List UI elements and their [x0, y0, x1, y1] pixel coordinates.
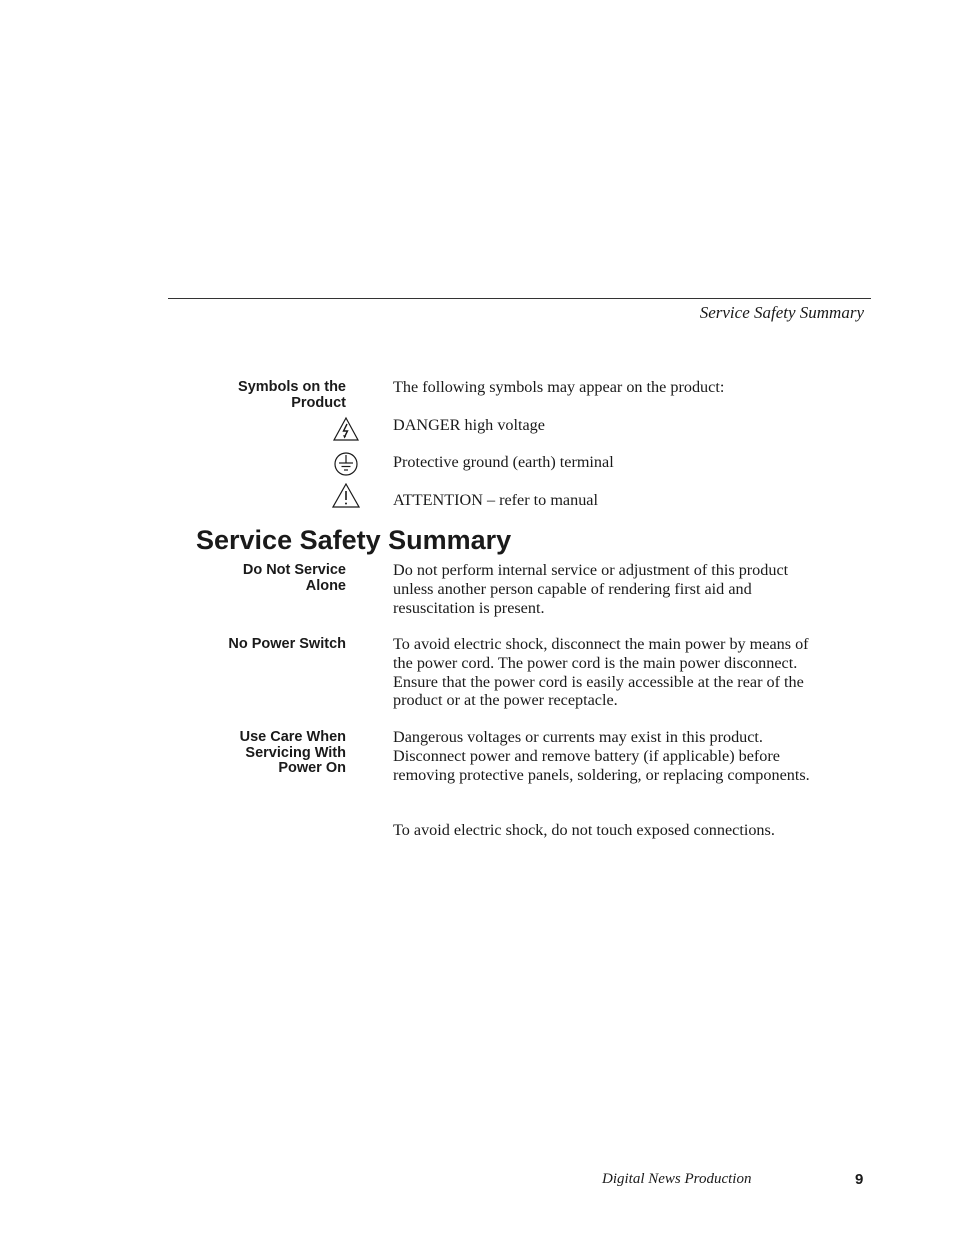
header-rule	[168, 298, 871, 299]
do-not-service-label-line2: Alone	[305, 577, 346, 594]
symbols-label-line1: Symbols on the	[238, 379, 346, 395]
symbols-side-label	[166, 380, 346, 411]
do-not-service-label-line1: Do Not Service	[242, 562, 346, 578]
use-care-label-line2: Servicing With	[245, 744, 346, 761]
symbol-ground-text: Protective ground (earth) terminal	[393, 453, 614, 471]
use-care-label-line1: Use Care When	[239, 729, 346, 745]
page-number: 9	[855, 1171, 864, 1188]
ground-terminal-icon	[332, 451, 360, 477]
do-not-service-label	[166, 563, 346, 594]
use-care-paragraph-1: Dangerous voltages or currents may exist in this product. Disconnect power and remove battery (if applicable) before removing protective panels, soldering, or replacing components.	[393, 728, 810, 784]
no-power-switch-label	[166, 637, 346, 653]
no-power-switch-label-line1: No Power Switch	[228, 636, 346, 652]
footer-title: Digital News Production	[602, 1171, 752, 1187]
symbols-label-line2: Product	[291, 394, 346, 411]
symbol-attention-text: ATTENTION – refer to manual	[393, 491, 598, 509]
symbol-danger-text: DANGER high voltage	[393, 416, 545, 434]
use-care-label	[166, 730, 346, 777]
symbols-intro: The following symbols may appear on the product:	[393, 378, 725, 396]
no-power-switch-paragraph: To avoid electric shock, disconnect the main power by means of the power cord. The power cord is the main power disconnect. Ensure that the power cord is easily accessible at the rear of the product or at the power receptacle.	[393, 635, 809, 710]
high-voltage-icon	[332, 416, 360, 442]
running-header: Service Safety Summary	[699, 303, 864, 322]
section-title: Service Safety Summary	[196, 525, 512, 555]
attention-icon	[332, 483, 360, 509]
use-care-paragraph-2: To avoid electric shock, do not touch exposed connections.	[393, 821, 775, 839]
do-not-service-paragraph: Do not perform internal service or adjustment of this product unless another person capable of rendering first aid and resuscitation is present.	[393, 561, 789, 617]
use-care-label-line3: Power On	[278, 760, 346, 776]
